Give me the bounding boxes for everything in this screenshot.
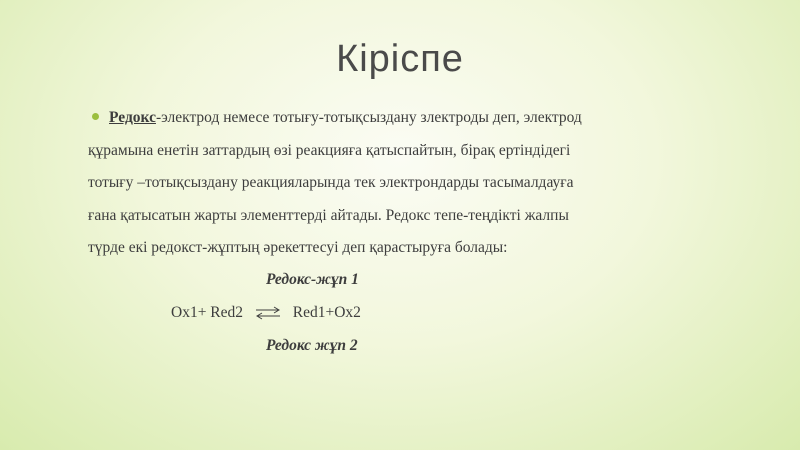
equation-left: Ox1+ Red2 [171,304,244,321]
bullet-icon [92,113,99,120]
text-line-1-rest: -электрод немесе тотығу-тотықсыздану злектроды деп, электрод [155,109,582,126]
redox-pair-2-label: Редокс жұп 2 [266,337,358,354]
redox-term: Редокс [109,109,156,126]
redox-equation [171,304,361,322]
equilibrium-arrows-icon [253,305,283,321]
text-line-1 [88,102,718,135]
slide-body [88,102,718,265]
text-line-4: ғана қатысатын жарты элементтерді айтады. Редокс тепе-теңдікті жалпы [88,206,569,224]
equation-right: Red1+Ox2 [292,304,361,321]
text-line-2: құрамына енетін заттардың өзі реакцияға қатыспайтын, бірақ ертіндідегі [88,141,571,159]
text-line-3: тотығу –тотықсыздану реакцияларында тек электрондарды тасымалдауға [88,174,574,191]
redox-pair-1-label: Редокс-жұп 1 [266,271,359,288]
slide-title: Кіріспе [336,38,464,80]
text-line-5: түрде екі редокст-жұптың әрекеттесуі деп қарастыруға болады: [88,239,508,256]
